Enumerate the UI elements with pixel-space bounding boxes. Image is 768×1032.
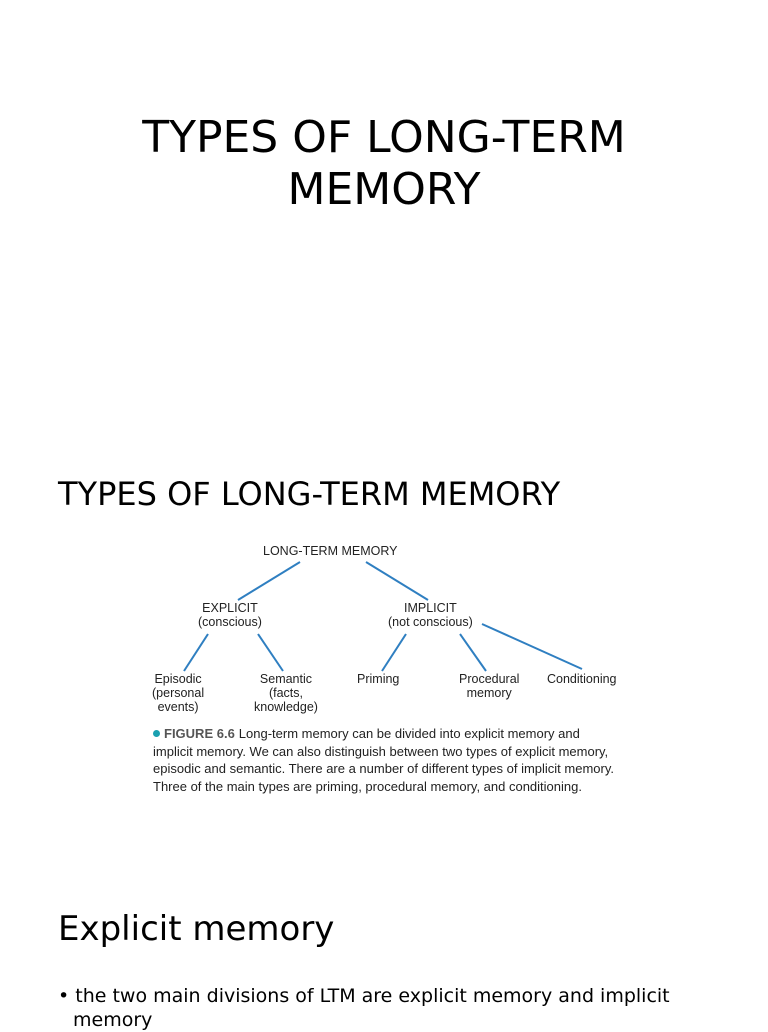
- slide-1-title-line-1: TYPES OF LONG-TERM: [142, 112, 626, 163]
- node-explicit-label: EXPLICIT: [202, 601, 258, 615]
- node-long-term-memory-label: LONG-TERM MEMORY: [263, 544, 398, 558]
- node-semantic-line-1: Semantic: [259, 672, 313, 686]
- bullet-text: the two main divisions of LTM are explicit memory and implicit memory: [73, 985, 670, 1031]
- node-semantic: [254, 672, 318, 714]
- connector-explicit-episodic: [184, 634, 208, 671]
- caption-figure-label: FIGURE 6.6: [164, 726, 235, 741]
- node-episodic-line-2: (personal: [152, 686, 205, 700]
- node-long-term-memory: [263, 544, 398, 558]
- node-procedural-line-1: Procedural: [459, 672, 520, 686]
- slide-1-title-line-2: MEMORY: [287, 164, 481, 215]
- node-implicit-sub: (not conscious): [388, 615, 473, 629]
- caption-text: Long-term memory can be divided into explicit memory and implicit memory. We can also distinguish between two types of explicit memory, episodic and semantic. There are a number of different types of implicit memory. Three of the main types are priming, procedural memory, and conditioning.: [153, 726, 614, 794]
- node-conditioning: [547, 672, 617, 686]
- slide-3-title: Explicit memory: [58, 909, 335, 949]
- connector-root-implicit: [366, 562, 428, 600]
- node-episodic: [152, 672, 204, 714]
- node-explicit-sub: (conscious): [198, 615, 262, 629]
- node-implicit: [388, 601, 473, 629]
- figure-caption: [153, 725, 623, 795]
- connector-implicit-conditioning: [482, 624, 582, 669]
- slide-2-title: TYPES OF LONG-TERM MEMORY: [58, 475, 561, 513]
- node-explicit: [198, 601, 262, 629]
- node-episodic-line-3: events): [157, 700, 199, 714]
- node-priming: [357, 672, 399, 686]
- diagram-connectors: [150, 540, 630, 720]
- connector-implicit-priming: [382, 634, 406, 671]
- node-procedural: [459, 672, 519, 700]
- node-priming-line-1: Priming: [357, 672, 400, 686]
- bullet-icon: •: [58, 985, 76, 1007]
- connector-explicit-semantic: [258, 634, 283, 671]
- bullet-item: [58, 984, 723, 1032]
- caption-bullet-icon: [153, 730, 160, 737]
- node-implicit-label: IMPLICIT: [403, 601, 457, 615]
- slide-1-title: [0, 112, 768, 216]
- node-semantic-line-3: knowledge): [254, 700, 318, 714]
- connector-root-explicit: [238, 562, 300, 600]
- node-procedural-line-2: memory: [466, 686, 512, 700]
- connector-implicit-procedural: [460, 634, 486, 671]
- memory-types-diagram: [150, 540, 630, 720]
- node-semantic-line-2: (facts,: [268, 686, 303, 700]
- node-episodic-line-1: Episodic: [154, 672, 202, 686]
- node-conditioning-line-1: Conditioning: [547, 672, 617, 686]
